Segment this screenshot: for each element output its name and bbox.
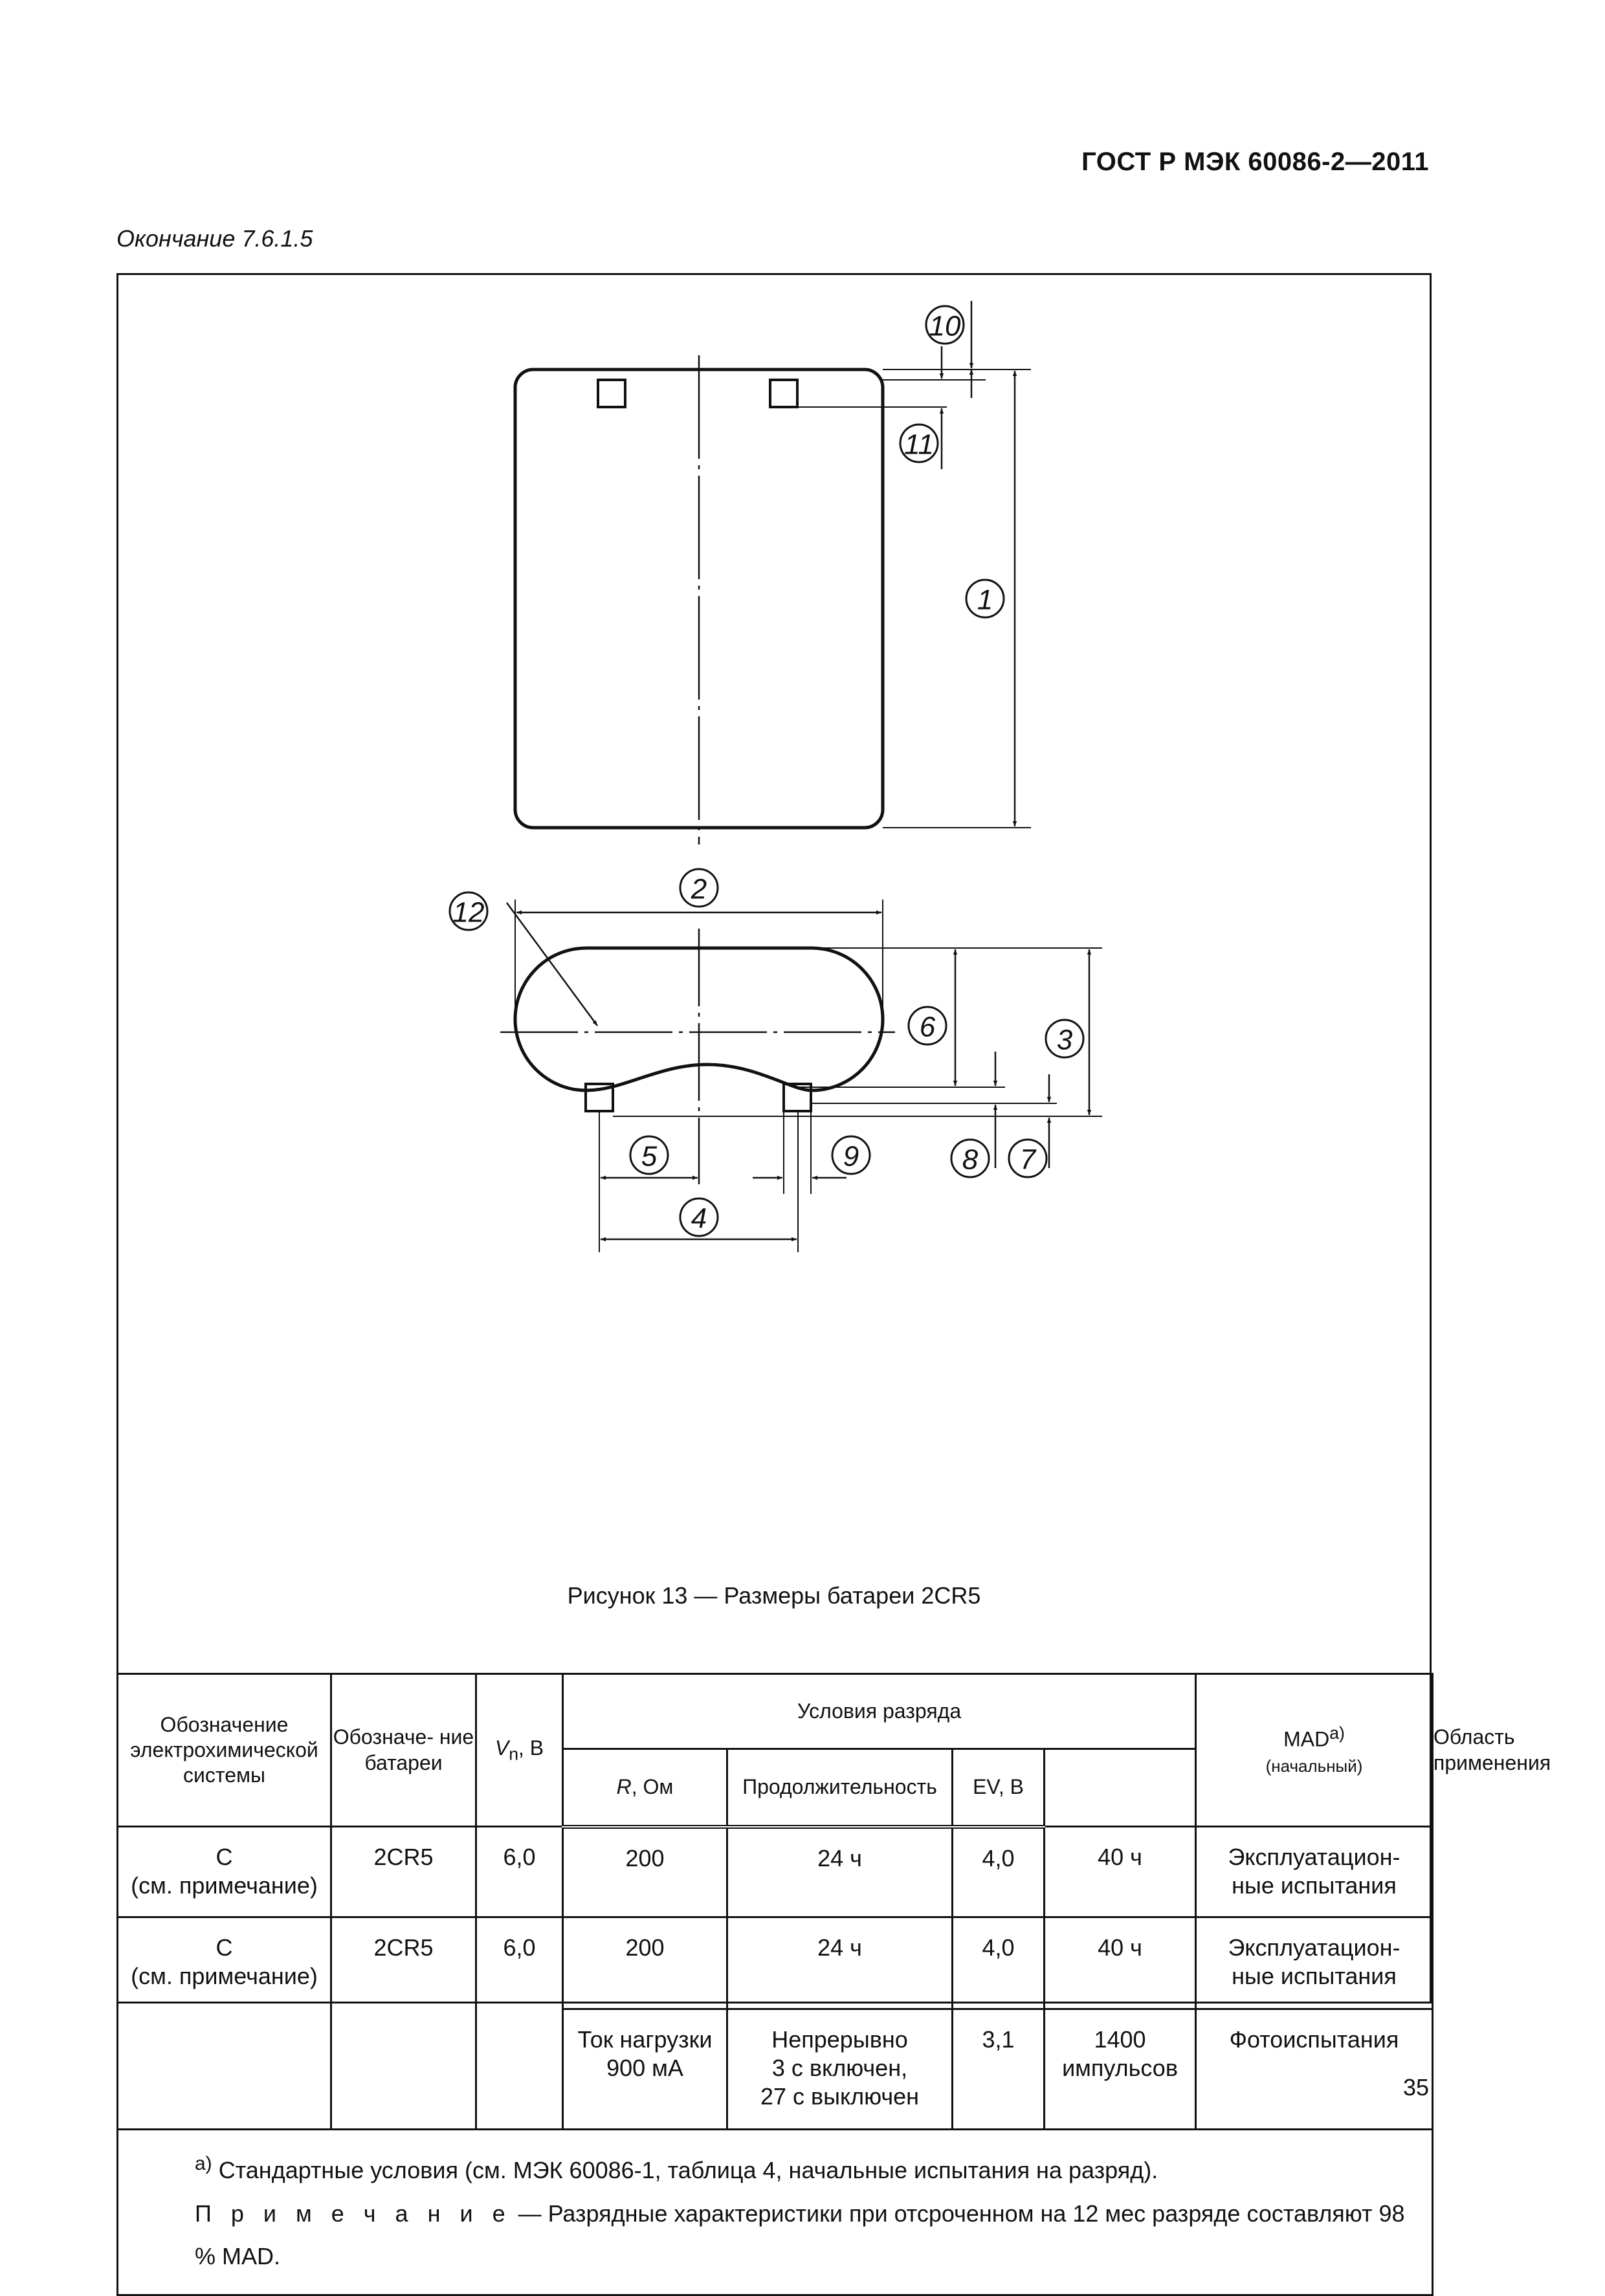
callout-6: 6 — [919, 1011, 936, 1043]
callout-10: 10 — [929, 310, 961, 342]
header-duration: Продолжительность — [727, 1749, 953, 1827]
footnote-a: $^{а)}$ Стандартные условия (см. МЭК 60086-1, таблица 4, начальные испытания на разряд). — [195, 2153, 1158, 2183]
table-row — [118, 1917, 1433, 2009]
header-discharge-conditions: Условия разряда — [563, 1674, 1196, 1749]
table-row — [118, 1827, 1433, 1917]
callout-12: 12 — [452, 896, 485, 929]
cell-mad: 1400 импульсов — [1045, 2009, 1196, 2130]
cell-mad: 40 ч — [1045, 1827, 1196, 1917]
header-r: R, Ом — [563, 1749, 727, 1827]
cell-battery: 2CR5 — [331, 1827, 476, 1917]
callout-4: 4 — [691, 1202, 707, 1235]
callout-3: 3 — [1056, 1024, 1073, 1056]
cell-duration: 24 ч — [727, 1827, 953, 1917]
callout-2: 2 — [691, 873, 707, 905]
cell-ev: 4,0 — [953, 1917, 1045, 2009]
cell-duration: 24 ч — [727, 1917, 953, 2009]
cell-battery: 2CR5 — [331, 1917, 476, 2130]
page-number: 35 — [1402, 2074, 1429, 2101]
cell-mad: 40 ч — [1045, 1917, 1196, 2009]
header-mad: $MAD^{а)}$ (начальный) — [1196, 1674, 1433, 1827]
callout-7: 7 — [1019, 1143, 1036, 1176]
cell-ev: 4,0 — [953, 1827, 1045, 1917]
cell-system: C (см. примечание) — [118, 1917, 331, 2130]
terminal-left-front — [598, 380, 625, 407]
callout-5: 5 — [641, 1140, 658, 1173]
cell-vn: 6,0 — [476, 1827, 563, 1917]
leader-12 — [507, 903, 597, 1026]
callout-11: 11 — [904, 428, 934, 461]
table-note: П р и м е ч а н и е — Разрядные характеристики при отсроченном на 12 мес разряде составляют 98 % MAD. — [195, 2200, 1405, 2270]
cell-area: Эксплуатацион- ные испытания — [1196, 1827, 1433, 1917]
cell-r: 200 — [563, 1827, 727, 1917]
cell-area: Эксплуатацион- ные испытания — [1196, 1917, 1433, 2009]
callout-1: 1 — [977, 584, 993, 616]
header-vn: $V_n$, В — [476, 1674, 563, 1827]
header-system: Обозначение электрохимической системы — [118, 1674, 331, 1827]
callout-9: 9 — [843, 1140, 859, 1173]
header-ev: EV, В — [953, 1749, 1045, 1827]
discharge-conditions-table: Обозначение электрохимической системы Обозначе- ние батареи $V_n$, В Условия разряда $MAD^{а)}$ (начальный) Область применения R, Ом Продолжительность EV, В C (см. примечание) 2CR5 6,0 200 24 ч 4,0 40 ч Эксплуатацион- ные испытания C (см. примечание) 2CR5 6,0 200 24 ч 4,0 40 ч Эксплуатацион- ные испытания Ток нагрузки 900 мА Непрерывно 3 с включен, 27 с выключен 3,1 1400 импульсов Фотоиспытания $^{а)}$ Стандартные условия (см. МЭК 60086-1, таблица 4, начальные испытания на разряд). П р и м е ч а н и е — Разрядные характеристики при отсроченном на 12 мес разряде составляют 98 % MAD. — [116, 1673, 1433, 2296]
section-label: Окончание 7.6.1.5 — [116, 225, 313, 252]
header-battery: Обозначе- ние батареи — [331, 1674, 476, 1827]
terminal-right-front — [770, 380, 797, 407]
cell-system: C (см. примечание) — [118, 1827, 331, 1917]
callout-8: 8 — [962, 1143, 979, 1176]
cell-r: 200 — [563, 1917, 727, 2009]
cell-r: Ток нагрузки 900 мА — [563, 2009, 727, 2130]
battery-dimension-drawing — [118, 275, 1430, 1543]
cell-vn: 6,0 — [476, 1917, 563, 2130]
cell-area: Фотоиспытания — [1196, 2009, 1433, 2130]
cell-duration: Непрерывно 3 с включен, 27 с выключен — [727, 2009, 953, 2130]
document-code: ГОСТ Р МЭК 60086-2—2011 — [1081, 148, 1429, 176]
figure-caption: Рисунок 13 — Размеры батареи 2CR5 — [567, 1582, 981, 1609]
cell-ev: 3,1 — [953, 2009, 1045, 2130]
